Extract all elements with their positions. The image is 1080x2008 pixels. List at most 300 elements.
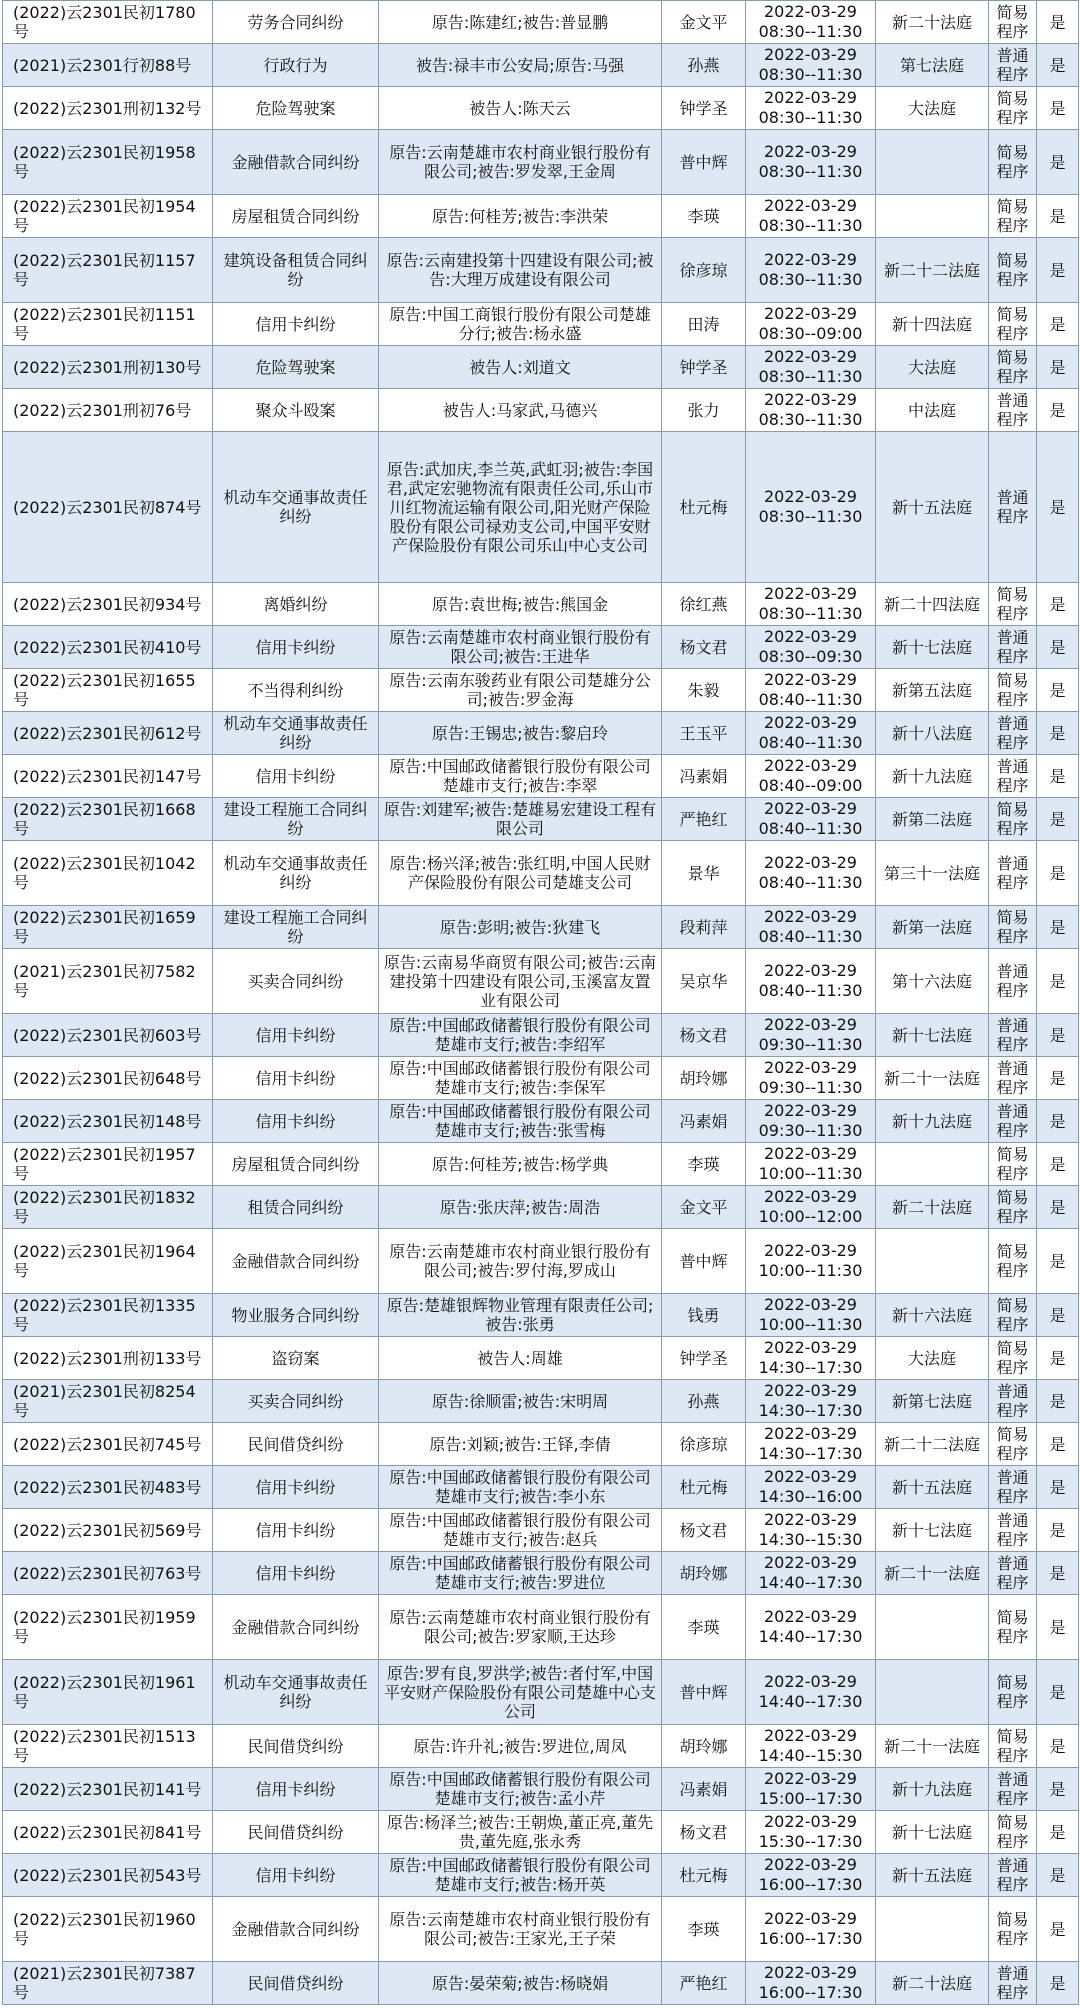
hearing-time-cell <box>746 906 876 949</box>
procedure-cell: 简易程序 <box>989 346 1037 389</box>
hearing-time-cell <box>746 1380 876 1423</box>
courtroom-cell: 新二十一法庭 <box>876 1725 989 1768</box>
hearing-row <box>3 432 1079 583</box>
hearing-time-cell <box>746 1229 876 1294</box>
procedure-cell: 简易程序 <box>989 798 1037 841</box>
parties-cell: 原告:云南建投第十四建设有限公司;被告:大理万成建设有限公司 <box>379 238 662 303</box>
case-number-cell: (2022)云2301民初1960号 <box>3 1897 213 1962</box>
hearing-time-range: 09:30--11:30 <box>758 1035 863 1054</box>
parties-cell: 原告:云南易华商贸有限公司;被告:云南建投第十四建设有限公司,玉溪富友置业有限公司 <box>379 949 662 1014</box>
judge-cell: 冯素娟 <box>662 1100 746 1143</box>
parties-cell: 原告:中国邮政储蓄银行股份有限公司楚雄市支行;被告:罗进位 <box>379 1552 662 1595</box>
parties-cell: 原告:彭明;被告:狄建飞 <box>379 906 662 949</box>
hearing-time-range: 08:40--11:30 <box>758 981 863 1000</box>
case-number-cell: (2021)云2301民初7387号 <box>3 1962 213 2005</box>
judge-cell: 李瑛 <box>662 195 746 238</box>
case-cause-cell: 不当得利纠纷 <box>213 669 379 712</box>
procedure-cell: 简易程序 <box>989 195 1037 238</box>
hearing-time-cell <box>746 798 876 841</box>
courtroom-cell <box>876 1897 989 1962</box>
hearing-date: 2022-03-29 <box>764 1467 857 1486</box>
public-hearing-cell: 是 <box>1037 1595 1079 1660</box>
case-cause-cell: 信用卡纠纷 <box>213 1466 379 1509</box>
case-cause-cell: 买卖合同纠纷 <box>213 1380 379 1423</box>
hearing-date: 2022-03-29 <box>764 1855 857 1874</box>
case-number-cell: (2022)云2301民初648号 <box>3 1057 213 1100</box>
hearing-row <box>3 712 1079 755</box>
hearing-row <box>3 1186 1079 1229</box>
procedure-cell: 简易程序 <box>989 669 1037 712</box>
hearing-date: 2022-03-29 <box>764 1963 857 1982</box>
hearing-time-range: 16:00--17:30 <box>758 1875 863 1894</box>
hearing-time-range: 08:30--11:30 <box>758 367 863 386</box>
parties-cell: 原告:许升礼;被告:罗进位,周凤 <box>379 1725 662 1768</box>
hearing-row <box>3 1595 1079 1660</box>
hearing-time-cell <box>746 712 876 755</box>
case-cause-cell: 房屋租赁合同纠纷 <box>213 1143 379 1186</box>
case-cause-cell: 聚众斗殴案 <box>213 389 379 432</box>
hearing-time-range: 09:30--11:30 <box>758 1078 863 1097</box>
hearing-time-range: 08:30--09:00 <box>758 324 863 343</box>
procedure-cell: 简易程序 <box>989 1423 1037 1466</box>
judge-cell: 徐彦琼 <box>662 238 746 303</box>
parties-cell: 原告:何桂芳;被告:李洪荣 <box>379 195 662 238</box>
judge-cell: 冯素娟 <box>662 755 746 798</box>
case-cause-cell: 劳务合同纠纷 <box>213 1 379 44</box>
hearing-time-cell <box>746 1186 876 1229</box>
case-number-cell: (2022)云2301民初1151号 <box>3 303 213 346</box>
hearing-time-range: 16:00--17:30 <box>758 1983 863 2002</box>
hearing-date: 2022-03-29 <box>764 1187 857 1206</box>
case-number-cell: (2022)云2301民初874号 <box>3 432 213 583</box>
courtroom-cell <box>876 130 989 195</box>
judge-cell: 吴京华 <box>662 949 746 1014</box>
judge-cell: 孙燕 <box>662 1380 746 1423</box>
public-hearing-cell: 是 <box>1037 1294 1079 1337</box>
case-number-cell: (2022)云2301民初1958号 <box>3 130 213 195</box>
parties-cell: 原告:刘颖;被告:王铎,李倩 <box>379 1423 662 1466</box>
parties-cell: 原告:中国邮政储蓄银行股份有限公司楚雄市支行;被告:李绍军 <box>379 1014 662 1057</box>
case-cause-cell: 信用卡纠纷 <box>213 1014 379 1057</box>
parties-cell: 原告:徐顺雷;被告:宋明周 <box>379 1380 662 1423</box>
hearing-row <box>3 1962 1079 2005</box>
hearing-time-range: 16:00--17:30 <box>758 1929 863 1948</box>
parties-cell: 被告人:周雄 <box>379 1337 662 1380</box>
courtroom-cell: 大法庭 <box>876 87 989 130</box>
hearing-time-cell <box>746 44 876 87</box>
hearing-row <box>3 1337 1079 1380</box>
hearing-time-cell <box>746 626 876 669</box>
public-hearing-cell: 是 <box>1037 626 1079 669</box>
parties-cell: 原告:杨泽兰;被告:王朝焕,董正亮,董先贵,董先庭,张永秀 <box>379 1811 662 1854</box>
hearing-row <box>3 1423 1079 1466</box>
judge-cell: 杨文君 <box>662 1811 746 1854</box>
hearing-row <box>3 1768 1079 1811</box>
public-hearing-cell: 是 <box>1037 1143 1079 1186</box>
judge-cell: 田涛 <box>662 303 746 346</box>
public-hearing-cell: 是 <box>1037 1337 1079 1380</box>
public-hearing-cell: 是 <box>1037 44 1079 87</box>
hearing-date: 2022-03-29 <box>764 196 857 215</box>
hearing-date: 2022-03-29 <box>764 1015 857 1034</box>
hearing-time-range: 08:40--11:30 <box>758 733 863 752</box>
judge-cell: 杨文君 <box>662 1014 746 1057</box>
procedure-cell: 普通程序 <box>989 1057 1037 1100</box>
public-hearing-cell: 是 <box>1037 1725 1079 1768</box>
hearing-date: 2022-03-29 <box>764 1101 857 1120</box>
case-number-cell: (2022)云2301民初148号 <box>3 1100 213 1143</box>
courtroom-cell <box>876 1595 989 1660</box>
judge-cell: 李瑛 <box>662 1143 746 1186</box>
procedure-cell: 普通程序 <box>989 44 1037 87</box>
courtroom-cell: 新十九法庭 <box>876 1768 989 1811</box>
case-cause-cell: 金融借款合同纠纷 <box>213 1897 379 1962</box>
hearing-date: 2022-03-29 <box>764 487 857 506</box>
hearing-time-cell <box>746 669 876 712</box>
parties-cell: 原告:晏荣菊;被告:杨晓娟 <box>379 1962 662 2005</box>
public-hearing-cell: 是 <box>1037 346 1079 389</box>
judge-cell: 钟学圣 <box>662 1337 746 1380</box>
hearing-date: 2022-03-29 <box>764 1812 857 1831</box>
case-cause-cell: 离婚纠纷 <box>213 583 379 626</box>
hearing-row <box>3 841 1079 906</box>
hearing-date: 2022-03-29 <box>764 390 857 409</box>
parties-cell: 原告:中国邮政储蓄银行股份有限公司楚雄市支行;被告:杨开英 <box>379 1854 662 1897</box>
parties-cell: 原告:楚雄银辉物业管理有限责任公司;被告:张勇 <box>379 1294 662 1337</box>
case-number-cell: (2022)云2301刑初76号 <box>3 389 213 432</box>
hearing-time-cell <box>746 1014 876 1057</box>
parties-cell: 原告:云南楚雄市农村商业银行股份有限公司;被告:王进华 <box>379 626 662 669</box>
hearing-row <box>3 1143 1079 1186</box>
hearing-row <box>3 583 1079 626</box>
procedure-cell: 简易程序 <box>989 1897 1037 1962</box>
case-number-cell: (2022)云2301民初745号 <box>3 1423 213 1466</box>
parties-cell: 原告:中国邮政储蓄银行股份有限公司楚雄市支行;被告:李小东 <box>379 1466 662 1509</box>
hearing-time-range: 08:30--11:30 <box>758 162 863 181</box>
courtroom-cell: 新十四法庭 <box>876 303 989 346</box>
hearing-time-cell <box>746 87 876 130</box>
procedure-cell: 简易程序 <box>989 1143 1037 1186</box>
case-cause-cell: 机动车交通事故责任纠纷 <box>213 432 379 583</box>
case-number-cell: (2022)云2301民初1659号 <box>3 906 213 949</box>
procedure-cell: 普通程序 <box>989 712 1037 755</box>
case-cause-cell: 物业服务合同纠纷 <box>213 1294 379 1337</box>
hearing-date: 2022-03-29 <box>764 347 857 366</box>
hearing-time-range: 08:40--11:30 <box>758 690 863 709</box>
public-hearing-cell: 是 <box>1037 1380 1079 1423</box>
case-number-cell: (2022)云2301民初603号 <box>3 1014 213 1057</box>
hearing-time-range: 14:30--16:00 <box>758 1487 863 1506</box>
hearing-time-range: 08:30--11:30 <box>758 108 863 127</box>
courtroom-cell: 新十七法庭 <box>876 1811 989 1854</box>
hearing-date: 2022-03-29 <box>764 1338 857 1357</box>
hearing-date: 2022-03-29 <box>764 584 857 603</box>
judge-cell: 张力 <box>662 389 746 432</box>
hearing-row <box>3 1509 1079 1552</box>
case-number-cell: (2022)云2301民初1668号 <box>3 798 213 841</box>
hearing-time-range: 10:00--12:00 <box>758 1207 863 1226</box>
judge-cell: 徐红燕 <box>662 583 746 626</box>
parties-cell: 被告人:马家武,马德兴 <box>379 389 662 432</box>
procedure-cell: 普通程序 <box>989 841 1037 906</box>
courtroom-cell <box>876 1229 989 1294</box>
public-hearing-cell: 是 <box>1037 389 1079 432</box>
hearing-time-cell <box>746 1509 876 1552</box>
hearing-time-cell <box>746 303 876 346</box>
hearing-date: 2022-03-29 <box>764 1241 857 1260</box>
judge-cell: 杜元梅 <box>662 432 746 583</box>
judge-cell: 杨文君 <box>662 626 746 669</box>
procedure-cell: 普通程序 <box>989 1854 1037 1897</box>
courtroom-cell: 新十九法庭 <box>876 755 989 798</box>
hearing-date: 2022-03-29 <box>764 799 857 818</box>
courtroom-cell: 新十八法庭 <box>876 712 989 755</box>
public-hearing-cell: 是 <box>1037 712 1079 755</box>
public-hearing-cell: 是 <box>1037 1768 1079 1811</box>
public-hearing-cell: 是 <box>1037 1423 1079 1466</box>
hearing-row <box>3 1100 1079 1143</box>
hearing-row <box>3 1380 1079 1423</box>
procedure-cell: 普通程序 <box>989 1768 1037 1811</box>
case-number-cell: (2022)云2301民初1832号 <box>3 1186 213 1229</box>
parties-cell: 原告:中国邮政储蓄银行股份有限公司楚雄市支行;被告:李保军 <box>379 1057 662 1100</box>
public-hearing-cell: 是 <box>1037 755 1079 798</box>
hearing-time-range: 14:30--17:30 <box>758 1401 863 1420</box>
procedure-cell: 简易程序 <box>989 1 1037 44</box>
hearing-date: 2022-03-29 <box>764 304 857 323</box>
courtroom-cell: 第十六法庭 <box>876 949 989 1014</box>
courtroom-cell: 新二十法庭 <box>876 1962 989 2005</box>
hearing-time-range: 08:40--11:30 <box>758 819 863 838</box>
hearing-row <box>3 1811 1079 1854</box>
case-cause-cell: 信用卡纠纷 <box>213 1509 379 1552</box>
hearing-time-cell <box>746 432 876 583</box>
case-cause-cell: 机动车交通事故责任纠纷 <box>213 841 379 906</box>
judge-cell: 杜元梅 <box>662 1854 746 1897</box>
hearing-date: 2022-03-29 <box>764 1295 857 1314</box>
hearing-row <box>3 1294 1079 1337</box>
case-cause-cell: 信用卡纠纷 <box>213 1854 379 1897</box>
judge-cell: 景华 <box>662 841 746 906</box>
case-cause-cell: 民间借贷纠纷 <box>213 1811 379 1854</box>
hearing-time-cell <box>746 1595 876 1660</box>
case-number-cell: (2022)云2301刑初132号 <box>3 87 213 130</box>
hearing-date: 2022-03-29 <box>764 1144 857 1163</box>
hearing-row <box>3 1466 1079 1509</box>
procedure-cell: 普通程序 <box>989 1509 1037 1552</box>
procedure-cell: 简易程序 <box>989 130 1037 195</box>
hearing-time-cell <box>746 1143 876 1186</box>
case-number-cell: (2022)云2301民初1157号 <box>3 238 213 303</box>
hearing-row <box>3 1014 1079 1057</box>
hearing-date: 2022-03-29 <box>764 670 857 689</box>
judge-cell: 李瑛 <box>662 1897 746 1962</box>
hearing-schedule-table <box>2 0 1079 2005</box>
hearing-time-range: 14:30--15:30 <box>758 1530 863 1549</box>
public-hearing-cell: 是 <box>1037 1660 1079 1725</box>
hearing-date: 2022-03-29 <box>764 1672 857 1691</box>
hearing-time-range: 14:40--17:30 <box>758 1692 863 1711</box>
case-number-cell: (2022)云2301民初1780号 <box>3 1 213 44</box>
judge-cell: 胡玲娜 <box>662 1552 746 1595</box>
courtroom-cell <box>876 1143 989 1186</box>
procedure-cell: 普通程序 <box>989 1380 1037 1423</box>
public-hearing-cell: 是 <box>1037 798 1079 841</box>
hearing-time-range: 08:30--11:30 <box>758 65 863 84</box>
hearing-row <box>3 44 1079 87</box>
hearing-time-cell <box>746 1897 876 1962</box>
hearing-date: 2022-03-29 <box>764 88 857 107</box>
procedure-cell: 简易程序 <box>989 1660 1037 1725</box>
parties-cell: 原告:云南楚雄市农村商业银行股份有限公司;被告:罗发翠,王金周 <box>379 130 662 195</box>
hearing-time-range: 14:40--15:30 <box>758 1746 863 1765</box>
hearing-date: 2022-03-29 <box>764 1607 857 1626</box>
hearing-date: 2022-03-29 <box>764 713 857 732</box>
hearing-time-range: 14:40--17:30 <box>758 1627 863 1646</box>
case-cause-cell: 金融借款合同纠纷 <box>213 1595 379 1660</box>
hearing-time-cell <box>746 1854 876 1897</box>
hearing-date: 2022-03-29 <box>764 250 857 269</box>
public-hearing-cell: 是 <box>1037 130 1079 195</box>
case-cause-cell: 机动车交通事故责任纠纷 <box>213 712 379 755</box>
hearing-time-cell <box>746 238 876 303</box>
courtroom-cell <box>876 1660 989 1725</box>
hearing-row <box>3 798 1079 841</box>
hearing-row <box>3 755 1079 798</box>
hearing-row <box>3 389 1079 432</box>
hearing-time-cell <box>746 1660 876 1725</box>
case-number-cell: (2022)云2301民初410号 <box>3 626 213 669</box>
hearing-row <box>3 87 1079 130</box>
hearing-time-range: 14:40--17:30 <box>758 1573 863 1592</box>
case-number-cell: (2022)云2301民初1961号 <box>3 1660 213 1725</box>
case-cause-cell: 信用卡纠纷 <box>213 1768 379 1811</box>
hearing-date: 2022-03-29 <box>764 1510 857 1529</box>
judge-cell: 段莉萍 <box>662 906 746 949</box>
hearing-row <box>3 906 1079 949</box>
parties-cell: 原告:张庆萍;被告:周浩 <box>379 1186 662 1229</box>
hearing-time-cell <box>746 1294 876 1337</box>
judge-cell: 严艳红 <box>662 798 746 841</box>
parties-cell: 被告人:刘道文 <box>379 346 662 389</box>
case-number-cell: (2022)云2301民初1042号 <box>3 841 213 906</box>
hearing-time-range: 10:00--11:30 <box>758 1261 863 1280</box>
hearing-row <box>3 1552 1079 1595</box>
judge-cell: 杜元梅 <box>662 1466 746 1509</box>
case-cause-cell: 租赁合同纠纷 <box>213 1186 379 1229</box>
courtroom-cell: 新二十一法庭 <box>876 1057 989 1100</box>
hearing-time-range: 14:30--17:30 <box>758 1358 863 1377</box>
courtroom-cell: 新二十二法庭 <box>876 1423 989 1466</box>
hearing-date: 2022-03-29 <box>764 1381 857 1400</box>
hearing-row <box>3 626 1079 669</box>
hearing-time-range: 08:30--09:30 <box>758 647 863 666</box>
procedure-cell: 简易程序 <box>989 1595 1037 1660</box>
judge-cell: 普中辉 <box>662 130 746 195</box>
public-hearing-cell: 是 <box>1037 841 1079 906</box>
judge-cell: 徐彦琼 <box>662 1423 746 1466</box>
case-cause-cell: 民间借贷纠纷 <box>213 1423 379 1466</box>
hearing-time-cell <box>746 841 876 906</box>
hearing-time-cell <box>746 1100 876 1143</box>
courtroom-cell: 新十七法庭 <box>876 1014 989 1057</box>
case-number-cell: (2021)云2301行初88号 <box>3 44 213 87</box>
case-cause-cell: 盗窃案 <box>213 1337 379 1380</box>
hearing-time-range: 08:30--11:30 <box>758 216 863 235</box>
case-cause-cell: 信用卡纠纷 <box>213 1552 379 1595</box>
case-cause-cell: 机动车交通事故责任纠纷 <box>213 1660 379 1725</box>
parties-cell: 原告:云南东骏药业有限公司楚雄分公司;被告:罗金海 <box>379 669 662 712</box>
hearing-row <box>3 1 1079 44</box>
case-number-cell: (2021)云2301民初8254号 <box>3 1380 213 1423</box>
case-number-cell: (2022)云2301民初1655号 <box>3 669 213 712</box>
courtroom-cell: 中法庭 <box>876 389 989 432</box>
public-hearing-cell: 是 <box>1037 669 1079 712</box>
hearing-time-range: 08:30--11:30 <box>758 22 863 41</box>
case-cause-cell: 建设工程施工合同纠纷 <box>213 906 379 949</box>
hearing-row <box>3 1057 1079 1100</box>
procedure-cell: 简易程序 <box>989 1725 1037 1768</box>
case-cause-cell: 买卖合同纠纷 <box>213 949 379 1014</box>
hearing-time-range: 08:30--11:30 <box>758 507 863 526</box>
hearing-date: 2022-03-29 <box>764 756 857 775</box>
hearing-date: 2022-03-29 <box>764 853 857 872</box>
hearing-time-range: 10:00--11:30 <box>758 1164 863 1183</box>
case-cause-cell: 金融借款合同纠纷 <box>213 1229 379 1294</box>
case-number-cell: (2022)云2301民初612号 <box>3 712 213 755</box>
hearing-time-range: 08:40--11:30 <box>758 927 863 946</box>
courtroom-cell: 新十五法庭 <box>876 1854 989 1897</box>
case-number-cell: (2022)云2301民初141号 <box>3 1768 213 1811</box>
procedure-cell: 普通程序 <box>989 389 1037 432</box>
hearing-date: 2022-03-29 <box>764 1424 857 1443</box>
hearing-time-cell <box>746 1768 876 1811</box>
hearing-time-cell <box>746 949 876 1014</box>
courtroom-cell: 第三十一法庭 <box>876 841 989 906</box>
procedure-cell: 简易程序 <box>989 1811 1037 1854</box>
public-hearing-cell: 是 <box>1037 238 1079 303</box>
courtroom-cell: 新第二法庭 <box>876 798 989 841</box>
judge-cell: 李瑛 <box>662 1595 746 1660</box>
public-hearing-cell: 是 <box>1037 195 1079 238</box>
case-cause-cell: 信用卡纠纷 <box>213 626 379 669</box>
parties-cell: 原告:袁世梅;被告:熊国金 <box>379 583 662 626</box>
courtroom-cell: 新二十二法庭 <box>876 238 989 303</box>
hearing-row <box>3 130 1079 195</box>
case-number-cell: (2022)云2301民初1513号 <box>3 1725 213 1768</box>
judge-cell: 孙燕 <box>662 44 746 87</box>
case-number-cell: (2022)云2301民初1959号 <box>3 1595 213 1660</box>
procedure-cell: 普通程序 <box>989 1100 1037 1143</box>
parties-cell: 原告:何桂芳;被告:杨学典 <box>379 1143 662 1186</box>
procedure-cell: 简易程序 <box>989 1337 1037 1380</box>
case-number-cell: (2022)云2301民初483号 <box>3 1466 213 1509</box>
parties-cell: 原告:云南楚雄市农村商业银行股份有限公司;被告:王家光,王子荣 <box>379 1897 662 1962</box>
hearing-time-cell <box>746 755 876 798</box>
hearing-time-cell <box>746 195 876 238</box>
judge-cell: 钱勇 <box>662 1294 746 1337</box>
hearing-row <box>3 346 1079 389</box>
hearing-time-range: 08:30--11:30 <box>758 604 863 623</box>
judge-cell: 冯素娟 <box>662 1768 746 1811</box>
hearing-time-cell <box>746 130 876 195</box>
hearing-time-cell <box>746 1725 876 1768</box>
hearing-date: 2022-03-29 <box>764 1769 857 1788</box>
case-number-cell: (2022)云2301民初841号 <box>3 1811 213 1854</box>
case-number-cell: (2022)云2301刑初130号 <box>3 346 213 389</box>
judge-cell: 普中辉 <box>662 1229 746 1294</box>
courtroom-cell: 大法庭 <box>876 1337 989 1380</box>
